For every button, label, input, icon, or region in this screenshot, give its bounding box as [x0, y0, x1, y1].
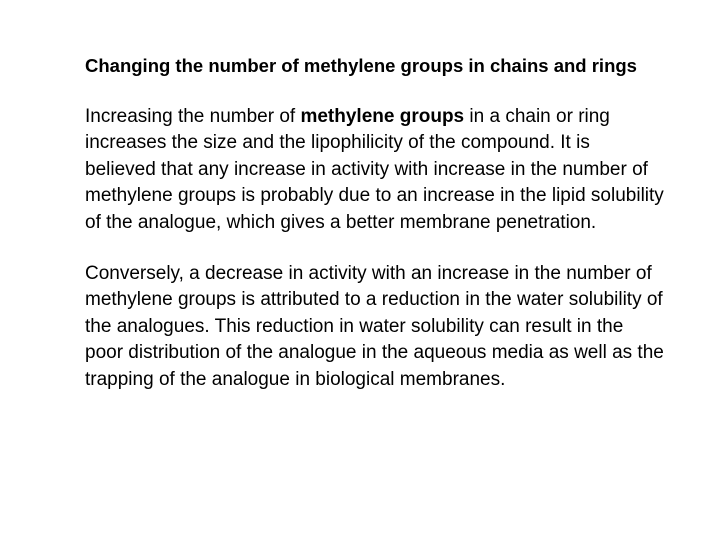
paragraph-lipophilicity [85, 104, 665, 236]
paragraph-1-lead: Increasing the number of [85, 106, 301, 127]
paragraph-water-solubility: Conversely, a decrease in activity with an increase in the number of methylene groups is attributed to a reduction in the water solubility of the analogues. This reduction in water solubility can result in the poor distribution of the analogue in the aqueous media as well as the trapping of the analogue in biological membranes. [85, 263, 664, 390]
paragraph-1-rest: in a chain or ring increases the size and the lipophilicity of the compound. It is believed that any increase in activity with increase in the number of methylene groups is probably due to an increase in the lipid solubility of the analogue, which gives a better membrane penetration. [85, 106, 664, 233]
slide-title: Changing the number of methylene groups in chains and rings [85, 55, 637, 76]
paragraph-1-emphasis: methylene groups [300, 106, 465, 127]
slide-content [85, 52, 665, 418]
